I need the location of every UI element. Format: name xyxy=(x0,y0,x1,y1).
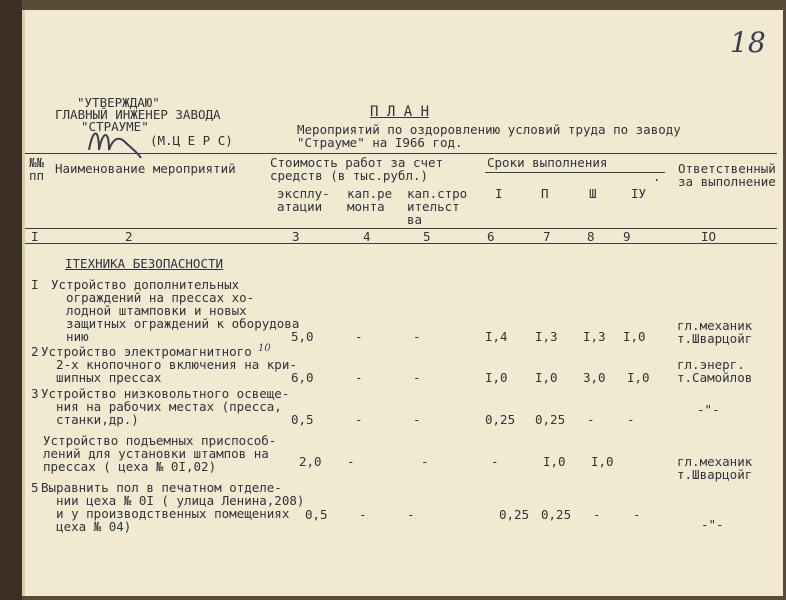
signature-icon xyxy=(85,122,145,166)
header-q3: Ш xyxy=(589,186,597,201)
col-number: 9 xyxy=(623,229,631,244)
row-q4: - xyxy=(633,507,641,522)
row-cost-construction: - xyxy=(407,507,415,522)
row-text: Устройство дополнительных ограждений на прессах хо- лодной штамповки и новых защитных ограждений к оборудова нию xyxy=(51,277,300,344)
row-cost-repair: - xyxy=(359,507,367,522)
approval-name: (М.Ц Е Р С) xyxy=(150,133,233,148)
row-responsible: -"- xyxy=(697,402,720,417)
header-bottom-rule xyxy=(25,228,777,229)
row-q1: - xyxy=(491,454,499,469)
header-q2: П xyxy=(541,186,549,201)
row-num: 3 xyxy=(31,386,39,401)
row-handwritten-note: 10 xyxy=(258,343,271,354)
row-q3: - xyxy=(587,412,595,427)
col-numbers-rule xyxy=(25,243,777,244)
row-responsible: -"- xyxy=(701,517,724,532)
row-q4: I,0 xyxy=(627,370,650,385)
row-q3: - xyxy=(593,507,601,522)
header-name: Наименование мероприятий xyxy=(55,161,236,176)
plan-subtitle-1: Мероприятий по оздоровлению условий труда по заводу xyxy=(297,122,681,137)
row-cost-exploitation: 6,0 xyxy=(291,370,314,385)
row-num: 2 xyxy=(31,344,39,359)
header-cost-sub-1: эксплу- атации xyxy=(277,186,330,214)
header-terms: Сроки выполнения xyxy=(487,155,608,170)
col-number: IO xyxy=(701,229,717,244)
col-number: 4 xyxy=(363,229,371,244)
header-q4: IУ xyxy=(631,186,647,201)
col-number: 2 xyxy=(125,229,133,244)
row-q1: I,4 xyxy=(485,329,508,344)
row-responsible: гл.энерг. т.Самойлов xyxy=(677,357,753,385)
table-top-rule xyxy=(25,153,777,154)
row-text: Устройство подъемных приспособ- лений для установки штампов на прессах ( цеха № 0I,02) xyxy=(43,433,277,474)
row-q4: - xyxy=(627,412,635,427)
row-cost-construction: - xyxy=(413,329,421,344)
row-text: Устройство электромагнитного 2-х кнопочного включения на кри- шипных прессах xyxy=(41,344,297,385)
row-cost-repair: - xyxy=(355,412,363,427)
header-q1: I xyxy=(495,186,503,201)
row-q2: I,0 xyxy=(535,370,558,385)
header-responsible: Ответственный за выполнение xyxy=(678,161,776,189)
row-q1: 0,25 xyxy=(499,507,530,522)
approval-line-2: ГЛАВНЫЙ ИНЖЕНЕР ЗАВОДА xyxy=(55,107,221,122)
row-text: Устройство низковольтного освеще- ния на рабочих местах (пресса, станки,др.) xyxy=(41,386,290,427)
row-q2: 0,25 xyxy=(541,507,572,522)
row-cost-construction: - xyxy=(413,412,421,427)
col-number: 7 xyxy=(543,229,551,244)
row-cost-repair: - xyxy=(355,370,363,385)
plan-subtitle-2: "Страуме" на I966 год. xyxy=(297,135,463,150)
section-title: IТЕХНИКА БЕЗОПАСНОСТИ xyxy=(65,256,224,271)
row-cost-repair: - xyxy=(347,454,355,469)
approval-line-3: "СТРАУМЕ" xyxy=(81,119,149,134)
col-number: I xyxy=(31,229,39,244)
col-number: 5 xyxy=(423,229,431,244)
row-q3: I,3 xyxy=(583,329,606,344)
row-q3: 3,0 xyxy=(583,370,606,385)
header-terms-dot: . xyxy=(653,169,661,184)
plan-title: П Л А Н xyxy=(370,104,430,120)
row-cost-exploitation: 2,0 xyxy=(299,454,322,469)
row-cost-exploitation: 0,5 xyxy=(291,412,314,427)
row-cost-construction: - xyxy=(413,370,421,385)
row-q1: I,0 xyxy=(485,370,508,385)
header-cost: Стоимость работ за счет средств (в тыс.рубл.) xyxy=(270,155,444,183)
header-cost-sub-3: кап.стро ительст ва xyxy=(407,186,468,227)
row-q2: I,0 xyxy=(543,454,566,469)
binding-edge xyxy=(0,0,22,600)
row-text: Выравнить пол в печатном отделе- нии цеха № 0I ( улица Ленина,208) и у производственных помещениях цеха № 04) xyxy=(41,480,305,534)
row-cost-construction: - xyxy=(421,454,429,469)
row-cost-exploitation: 5,0 xyxy=(291,329,314,344)
row-responsible: гл.механик т.Шварцойг xyxy=(677,318,753,346)
col-number: 8 xyxy=(587,229,595,244)
row-q2: 0,25 xyxy=(535,412,566,427)
terms-rule xyxy=(485,172,665,173)
col-number: 6 xyxy=(487,229,495,244)
row-cost-repair: - xyxy=(355,329,363,344)
row-responsible: гл.механик т.Шварцойг xyxy=(677,454,753,482)
header-cost-sub-2: кап.ре монта xyxy=(347,186,393,214)
row-q4: I,0 xyxy=(623,329,646,344)
approval-line-1: "УТВЕРЖДАЮ" xyxy=(77,95,160,110)
document-page xyxy=(22,10,783,596)
row-q3: I,0 xyxy=(591,454,614,469)
header-num: №№ пп xyxy=(29,155,45,183)
col-number: 3 xyxy=(292,229,300,244)
row-cost-exploitation: 0,5 xyxy=(305,507,328,522)
page-number: 18 xyxy=(730,26,766,59)
row-q2: I,3 xyxy=(535,329,558,344)
row-num: I xyxy=(31,277,39,292)
row-q1: 0,25 xyxy=(485,412,516,427)
row-num: 5 xyxy=(31,480,39,495)
